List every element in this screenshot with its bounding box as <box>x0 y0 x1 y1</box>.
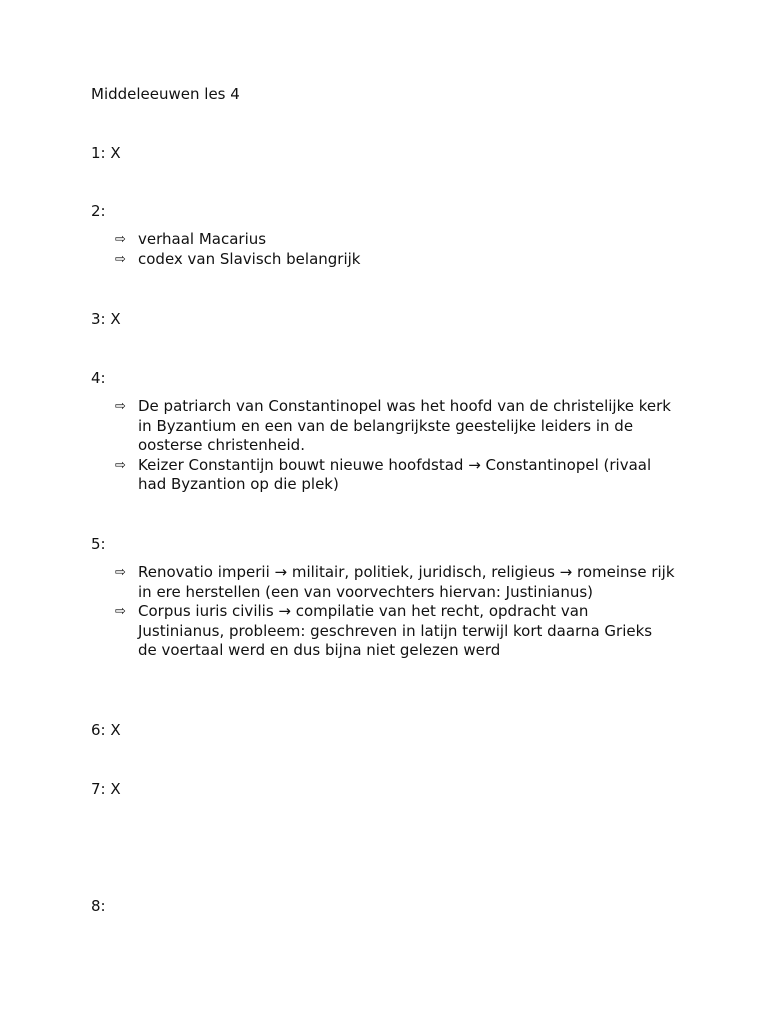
list-item <box>115 397 675 456</box>
question-2-label: 2: <box>91 202 106 220</box>
list-item-text: Keizer Constantijn bouwt nieuwe hoofdstad → Constantinopel (rivaal had Byzantion op die plek) <box>138 455 652 494</box>
question-1-label: 1: X <box>91 144 121 162</box>
document-title: Middeleeuwen les 4 <box>91 85 240 103</box>
list-item <box>115 602 675 661</box>
list-item-text: De patriarch van Constantinopel was het hoofd van de christelijke kerk in Byzantium en een van de belangrijkste geestelijke leiders in de oosterse christenheid. <box>138 397 671 455</box>
question-5-list <box>115 563 675 661</box>
arrow-right-icon: ⇨ <box>115 565 126 580</box>
arrow-right-icon: ⇨ <box>115 604 126 620</box>
question-4-label: 4: <box>91 369 106 387</box>
arrow-right-icon: ⇨ <box>115 232 126 247</box>
question-4-list <box>115 397 675 495</box>
question-3-label: 3: X <box>91 310 121 328</box>
question-5-label: 5: <box>91 535 106 553</box>
question-2-list <box>115 230 675 269</box>
arrow-right-icon: ⇨ <box>115 399 126 414</box>
list-item-text: Renovatio imperii → militair, politiek, juridisch, religieus → romeinse rijk in ere herstellen (een van voorvechters hiervan: Justinianus) <box>138 563 675 601</box>
list-item <box>115 230 675 250</box>
list-item-text: verhaal Macarius <box>138 230 267 248</box>
question-6-label: 6: X <box>91 721 121 739</box>
question-8-label: 8: <box>91 897 106 915</box>
question-7-label: 7: X <box>91 780 121 798</box>
list-item <box>115 563 675 602</box>
arrow-right-icon: ⇨ <box>115 457 126 473</box>
arrow-right-icon: ⇨ <box>115 251 126 267</box>
list-item-text: codex van Slavisch belangrijk <box>138 249 361 268</box>
list-item <box>115 250 675 270</box>
list-item <box>115 456 675 495</box>
list-item-text: Corpus iuris civilis → compilatie van het recht, opdracht van Justinianus, probleem: geschreven in latijn terwijl kort daarna Grieks de voertaal werd en dus bijna niet gelezen werd <box>138 602 653 660</box>
